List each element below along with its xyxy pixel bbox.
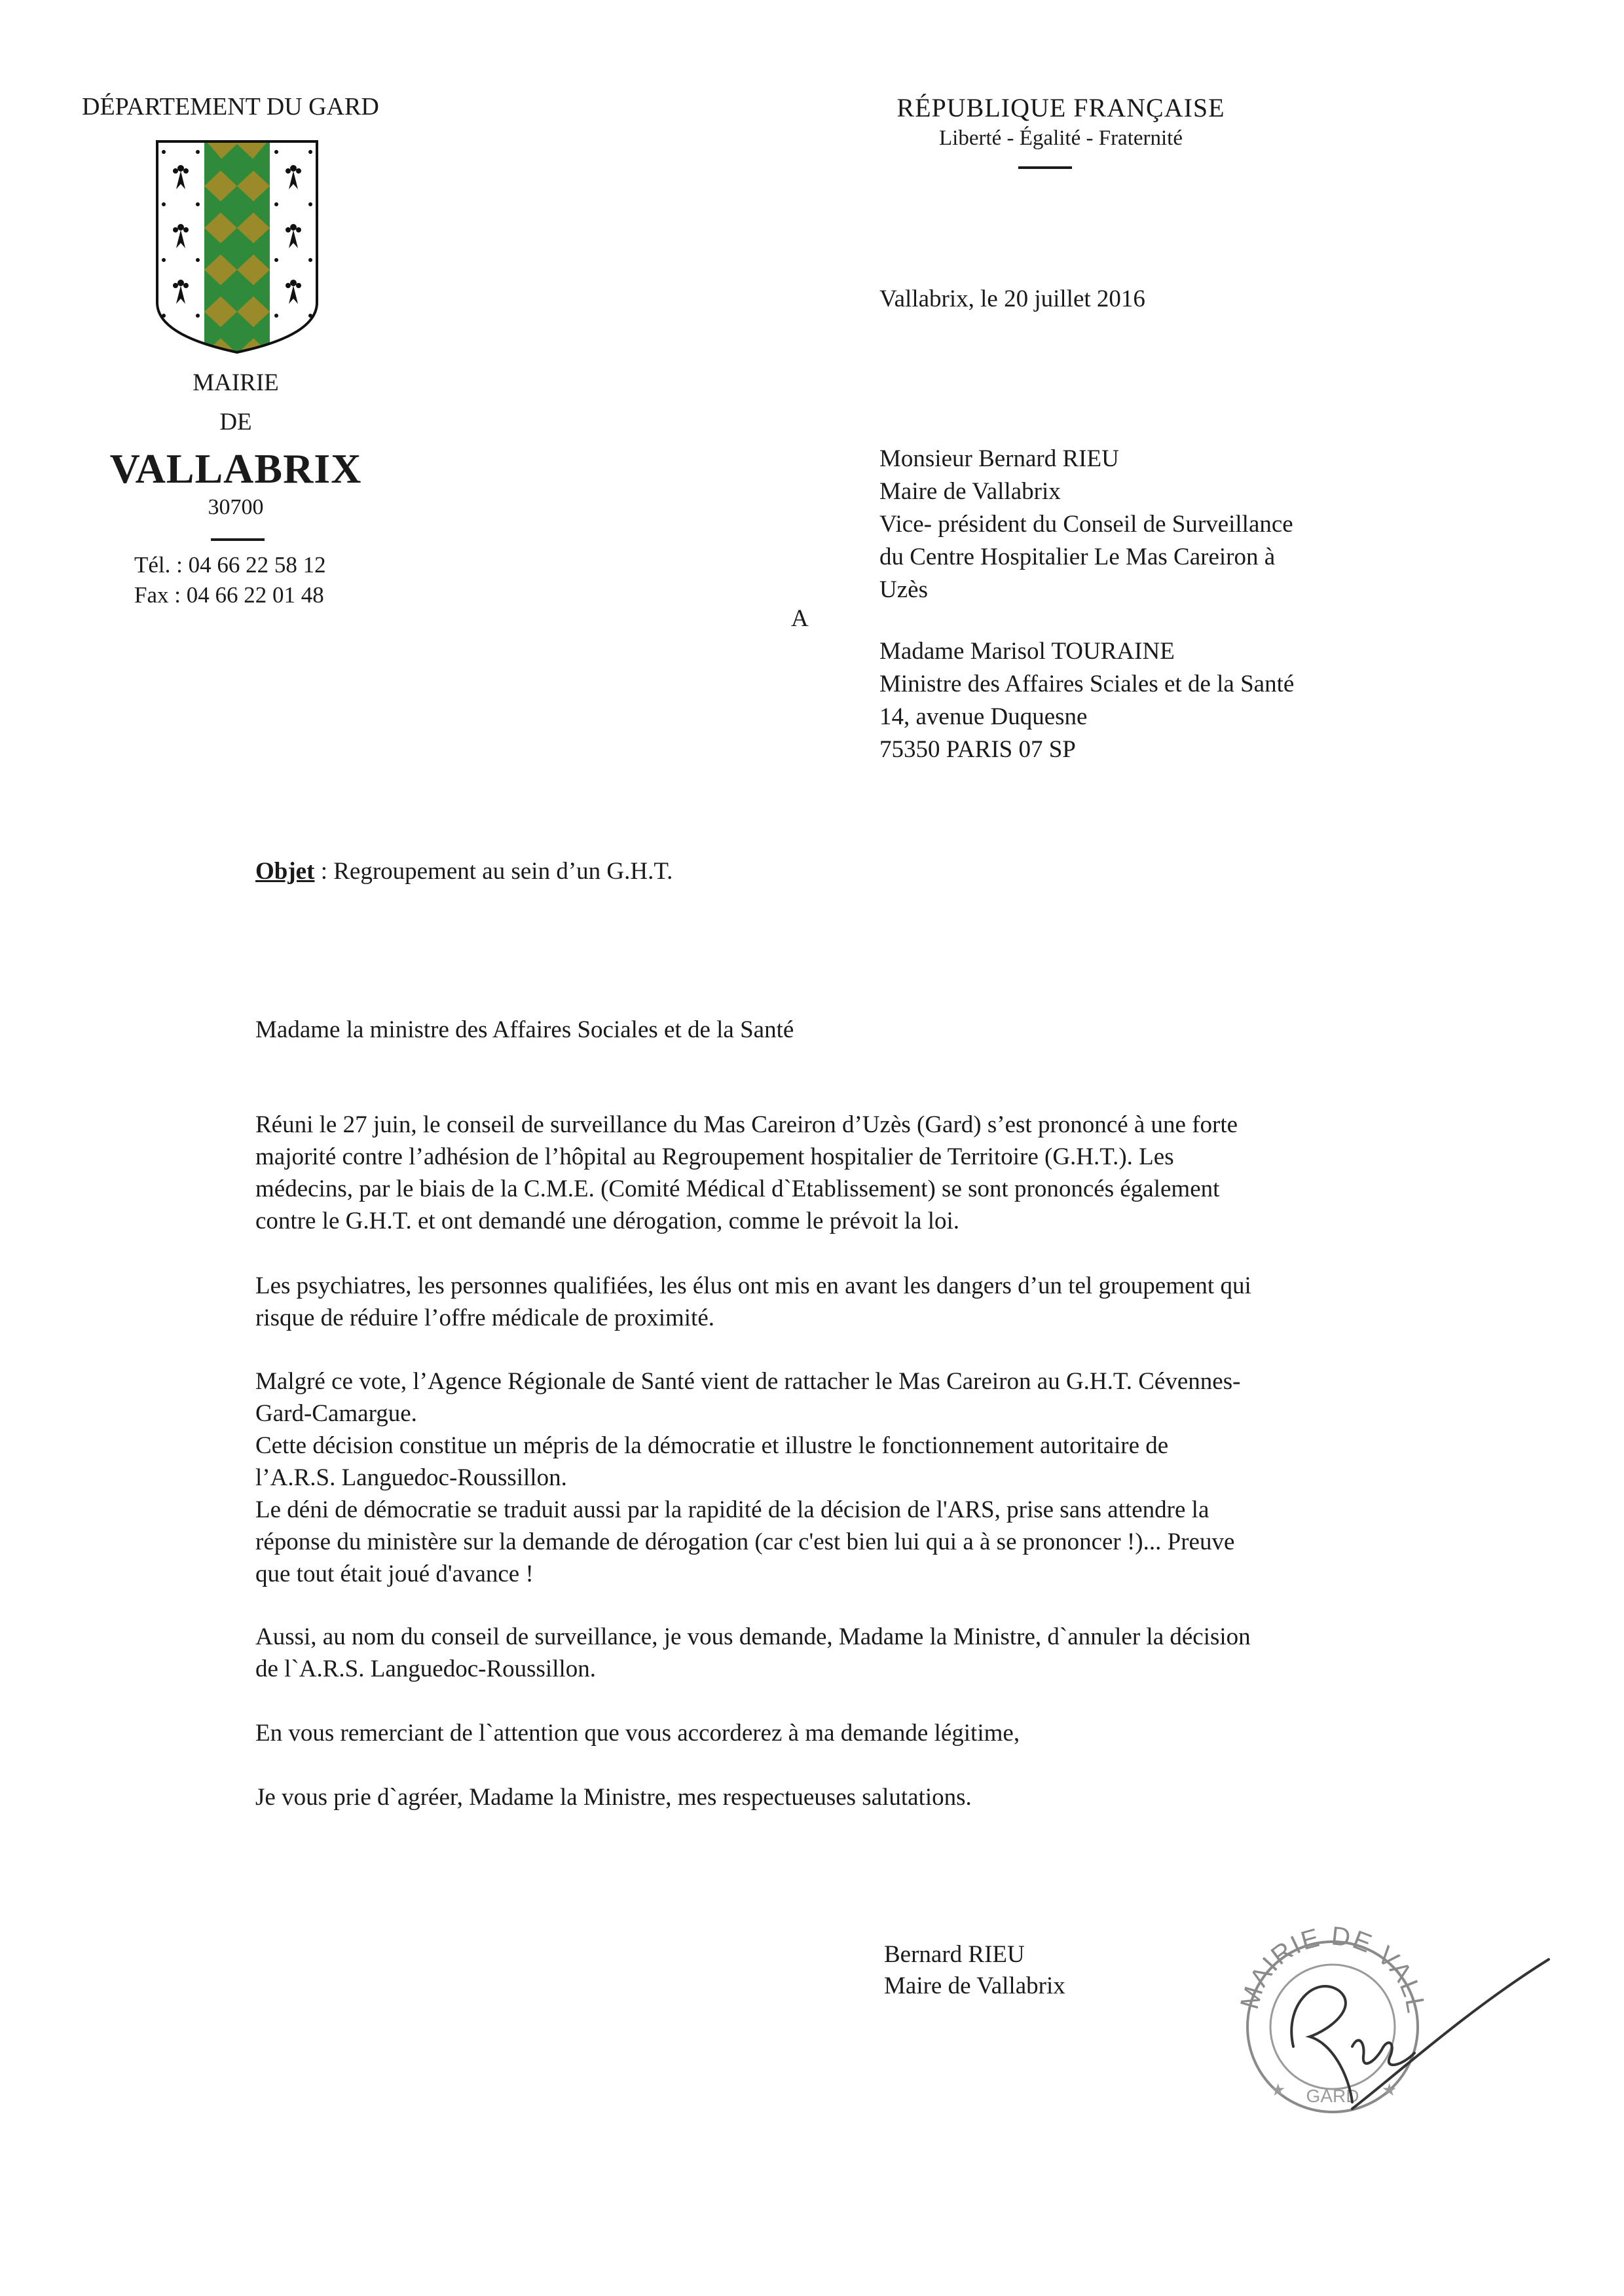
signature-title: Maire de Vallabrix: [884, 1972, 1065, 1999]
sender-block: [879, 443, 1293, 606]
body-line: risque de réduire l’offre médicale de proximité.: [255, 1305, 714, 1331]
subject-label: Objet: [255, 858, 315, 885]
body-line: Le déni de démocratie se traduit aussi par la rapidité de la décision de l'ARS, prise sans attendre la: [255, 1496, 1209, 1523]
svg-text:★: ★: [1270, 2080, 1286, 2100]
stamp-text: MAIRIE DE VALL: [1234, 1921, 1431, 2016]
recipient-line: Madame Marisol TOURAINE: [879, 638, 1175, 665]
body-line: de l`A.R.S. Languedoc-Roussillon.: [255, 1656, 597, 1682]
sender-line: Vice- président du Conseil de Surveillance: [879, 511, 1293, 538]
body-line: Aussi, au nom du conseil de surveillance, je vous demande, Madame la Ministre, d`annuler la décision: [255, 1623, 1251, 1650]
left-divider: [211, 538, 265, 541]
paragraph-1: [255, 1109, 1408, 1237]
body-line: réponse du ministère sur la demande de dérogation (car c'est bien lui qui a à se prononcer !)... Preuve: [255, 1528, 1235, 1555]
department-label: DÉPARTEMENT DU GARD: [82, 93, 379, 120]
sender-line: Maire de Vallabrix: [879, 478, 1061, 505]
recipient-line: 14, avenue Duquesne: [879, 703, 1088, 730]
body-line: En vous remerciant de l`attention que vous accorderez à ma demande légitime,: [255, 1720, 1020, 1747]
svg-text:★: ★: [1382, 2080, 1397, 2100]
coat-of-arms-icon: [155, 139, 320, 355]
body-line: Gard-Camargue.: [255, 1400, 417, 1427]
recipient-line: 75350 PARIS 07 SP: [879, 736, 1076, 763]
body-line: Réuni le 27 juin, le conseil de surveillance du Mas Careiron d’Uzès (Gard) s’est prononcé à une forte: [255, 1111, 1238, 1138]
paragraph-3: [255, 1365, 1408, 1590]
republic-title: RÉPUBLIQUE FRANÇAISE: [896, 93, 1225, 122]
official-stamp-icon: [1218, 1912, 1559, 2128]
subject-line: [255, 855, 673, 888]
republic-motto: Liberté - Égalité - Fraternité: [939, 126, 1183, 150]
right-divider: [1018, 166, 1072, 169]
body-line: médecins, par le biais de la C.M.E. (Comité Médical d`Etablissement) se sont prononcés également: [255, 1176, 1220, 1202]
body-line: Cette décision constitue un mépris de la démocratie et illustre le fonctionnement autoritaire de: [255, 1432, 1169, 1459]
date-line: Vallabrix, le 20 juillet 2016: [879, 286, 1145, 312]
body-line: que tout était joué d'avance !: [255, 1561, 534, 1587]
recipient-line: Ministre des Affaires Sciales et de la Santé: [879, 671, 1295, 697]
body-line: Les psychiatres, les personnes qualifiées, les élus ont mis en avant les dangers d’un tel groupement qui: [255, 1272, 1251, 1299]
body-line: l’A.R.S. Languedoc-Roussillon.: [255, 1464, 567, 1491]
de-label: DE: [219, 409, 252, 435]
salutation: Madame la ministre des Affaires Sociales et de la Santé: [255, 1016, 794, 1043]
signature-name: Bernard RIEU: [884, 1941, 1025, 1968]
body-line: Je vous prie d`agréer, Madame la Ministre, mes respectueuses salutations.: [255, 1784, 972, 1811]
stamp-bottom-text: GARD: [1306, 2086, 1359, 2106]
sender-line: Uzès: [879, 576, 928, 603]
paragraph-5: [255, 1717, 1408, 1749]
sender-line: du Centre Hospitalier Le Mas Careiron à: [879, 544, 1276, 570]
body-line: Malgré ce vote, l’Agence Régionale de Santé vient de rattacher le Mas Careiron au G.H.T. Cévennes-: [255, 1368, 1241, 1395]
fax-number: Fax : 04 66 22 01 48: [134, 582, 324, 608]
phone-number: Tél. : 04 66 22 58 12: [134, 552, 326, 578]
paragraph-6: [255, 1781, 1408, 1813]
paragraph-2: [255, 1270, 1408, 1334]
postcode: 30700: [208, 495, 264, 519]
body-line: majorité contre l’adhésion de l’hôpital au Regroupement hospitalier de Territoire (G.H.T.). Les: [255, 1143, 1174, 1170]
to-marker: A: [791, 605, 809, 632]
body-line: contre le G.H.T. et ont demandé une dérogation, comme le prévoit la loi.: [255, 1208, 960, 1234]
mairie-label: MAIRIE: [193, 369, 279, 396]
recipient-block: [879, 635, 1294, 766]
paragraph-4: [255, 1621, 1408, 1685]
town-name: VALLABRIX: [109, 445, 362, 492]
subject-text: : Regroupement au sein d’un G.H.T.: [314, 858, 673, 885]
sender-line: Monsieur Bernard RIEU: [879, 445, 1119, 472]
